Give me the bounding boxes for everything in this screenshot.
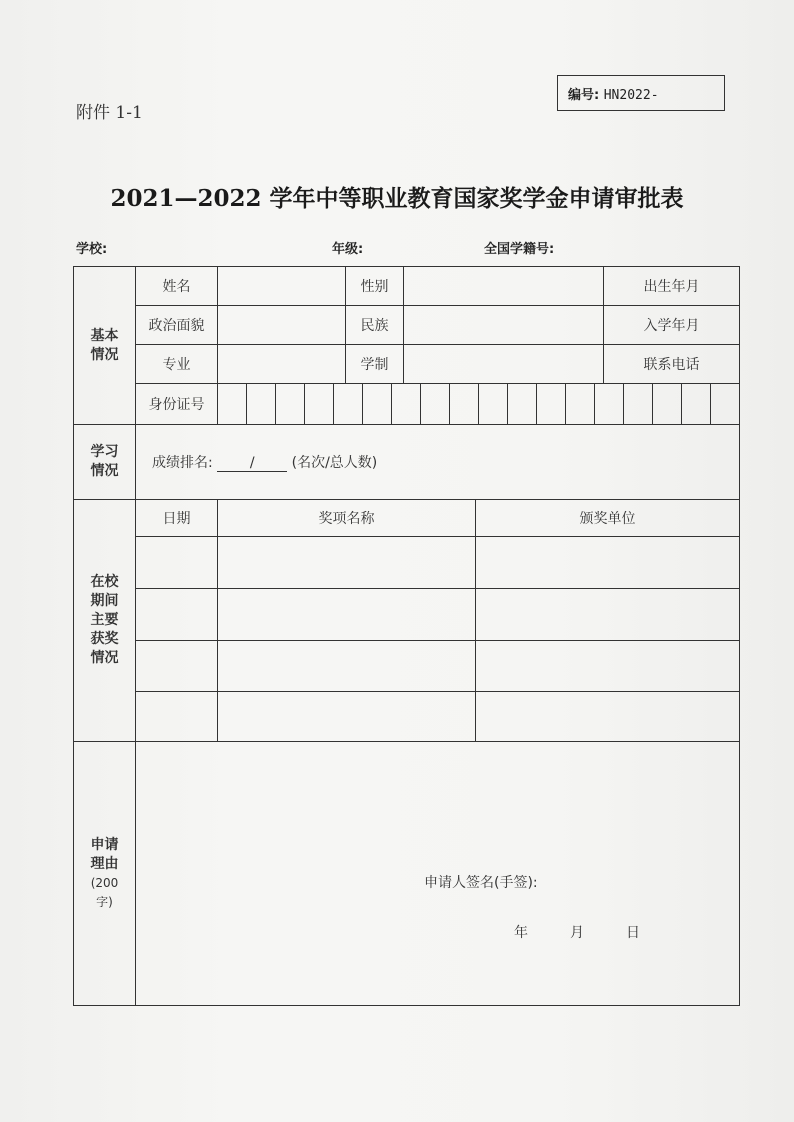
phone-label: 联系电话	[604, 345, 740, 384]
attachment-label: 附件 1-1	[76, 103, 143, 123]
reason-row	[74, 742, 740, 1006]
reason-text-area[interactable]	[136, 742, 740, 1006]
study-row	[74, 425, 740, 500]
awards-row	[74, 589, 740, 641]
awards-row	[74, 641, 740, 692]
awards-header-row	[74, 500, 740, 537]
id-digit-cell[interactable]	[536, 384, 565, 424]
id-digit-cell[interactable]	[449, 384, 478, 424]
name-field[interactable]	[218, 267, 346, 306]
rank-label: 成绩排名:	[152, 455, 213, 471]
basic-row-1	[74, 267, 740, 306]
awards-header-date: 日期	[136, 500, 218, 537]
award-date-cell[interactable]	[136, 589, 218, 641]
year-label: 年	[514, 925, 528, 941]
basic-row-4	[74, 384, 740, 425]
enrollment-label: 入学年月	[604, 306, 740, 345]
month-label: 月	[570, 925, 584, 941]
signature-date	[514, 922, 682, 942]
section-basic-label: 基本情况	[90, 327, 119, 363]
form-title: 2021—2022 学年中等职业教育国家奖学金申请审批表	[110, 185, 684, 212]
serial-number-box	[557, 75, 725, 111]
award-issuer-cell[interactable]	[476, 641, 740, 692]
serial-value: HN2022-	[603, 88, 659, 103]
id-digit-cell[interactable]	[275, 384, 304, 424]
id-digit-cell[interactable]	[710, 384, 739, 424]
awards-row	[74, 537, 740, 589]
id-number-label: 身份证号	[136, 384, 218, 425]
rank-blank[interactable]: /	[217, 455, 287, 472]
award-date-cell[interactable]	[136, 641, 218, 692]
serial-label: 编号:	[568, 88, 600, 103]
section-study-label: 学习情况	[90, 444, 119, 479]
id-digit-cell[interactable]	[362, 384, 391, 424]
section-reason	[74, 742, 136, 1006]
major-field[interactable]	[218, 345, 346, 384]
awards-header-name: 奖项名称	[218, 500, 476, 537]
section-awards-label: 在校期间主要获奖情况	[90, 574, 119, 666]
application-form-table	[73, 266, 740, 1006]
award-date-cell[interactable]	[136, 537, 218, 589]
id-digit-cell[interactable]	[478, 384, 507, 424]
birth-label: 出生年月	[604, 267, 740, 306]
applicant-signature-label: 申请人签名(手签):	[424, 875, 538, 891]
id-digit-cell[interactable]	[652, 384, 681, 424]
award-name-cell[interactable]	[218, 641, 476, 692]
id-digit-cell[interactable]	[246, 384, 275, 424]
award-name-cell[interactable]	[218, 537, 476, 589]
award-issuer-cell[interactable]	[476, 537, 740, 589]
basic-row-2	[74, 306, 740, 345]
student-id-label: 全国学籍号:	[484, 242, 555, 257]
id-digit-cell[interactable]	[333, 384, 362, 424]
section-awards	[74, 500, 136, 742]
day-label: 日	[626, 925, 640, 941]
id-digit-cell[interactable]	[681, 384, 710, 424]
rank-hint: (名次/总人数)	[291, 455, 378, 471]
id-digit-cell[interactable]	[565, 384, 594, 424]
id-digit-cell[interactable]	[420, 384, 449, 424]
word-limit-note: (200字)	[90, 875, 119, 909]
grade-label: 年级:	[332, 242, 364, 257]
basic-row-3	[74, 345, 740, 384]
name-label: 姓名	[136, 267, 218, 306]
awards-header-issuer: 颁奖单位	[476, 500, 740, 537]
section-study	[74, 425, 136, 500]
gender-field[interactable]	[404, 267, 604, 306]
ethnicity-label: 民族	[346, 306, 404, 345]
system-field[interactable]	[404, 345, 604, 384]
id-digit-cell[interactable]	[594, 384, 623, 424]
section-reason-label: 申请理由	[90, 836, 119, 872]
political-label: 政治面貌	[136, 306, 218, 345]
ethnicity-field[interactable]	[404, 306, 604, 345]
system-label: 学制	[346, 345, 404, 384]
id-number-grid[interactable]	[218, 384, 740, 425]
id-digit-cell[interactable]	[391, 384, 420, 424]
id-digit-cell[interactable]	[218, 384, 246, 424]
award-name-cell[interactable]	[218, 589, 476, 641]
id-digit-cell[interactable]	[507, 384, 536, 424]
school-label: 学校:	[76, 242, 108, 257]
major-label: 专业	[136, 345, 218, 384]
gender-label: 性别	[346, 267, 404, 306]
study-rank-cell[interactable]	[136, 425, 740, 500]
id-digit-cell[interactable]	[623, 384, 652, 424]
id-digit-cell[interactable]	[304, 384, 333, 424]
award-name-cell[interactable]	[218, 692, 476, 742]
political-field[interactable]	[218, 306, 346, 345]
award-issuer-cell[interactable]	[476, 692, 740, 742]
awards-row	[74, 692, 740, 742]
section-basic	[74, 267, 136, 425]
award-date-cell[interactable]	[136, 692, 218, 742]
award-issuer-cell[interactable]	[476, 589, 740, 641]
